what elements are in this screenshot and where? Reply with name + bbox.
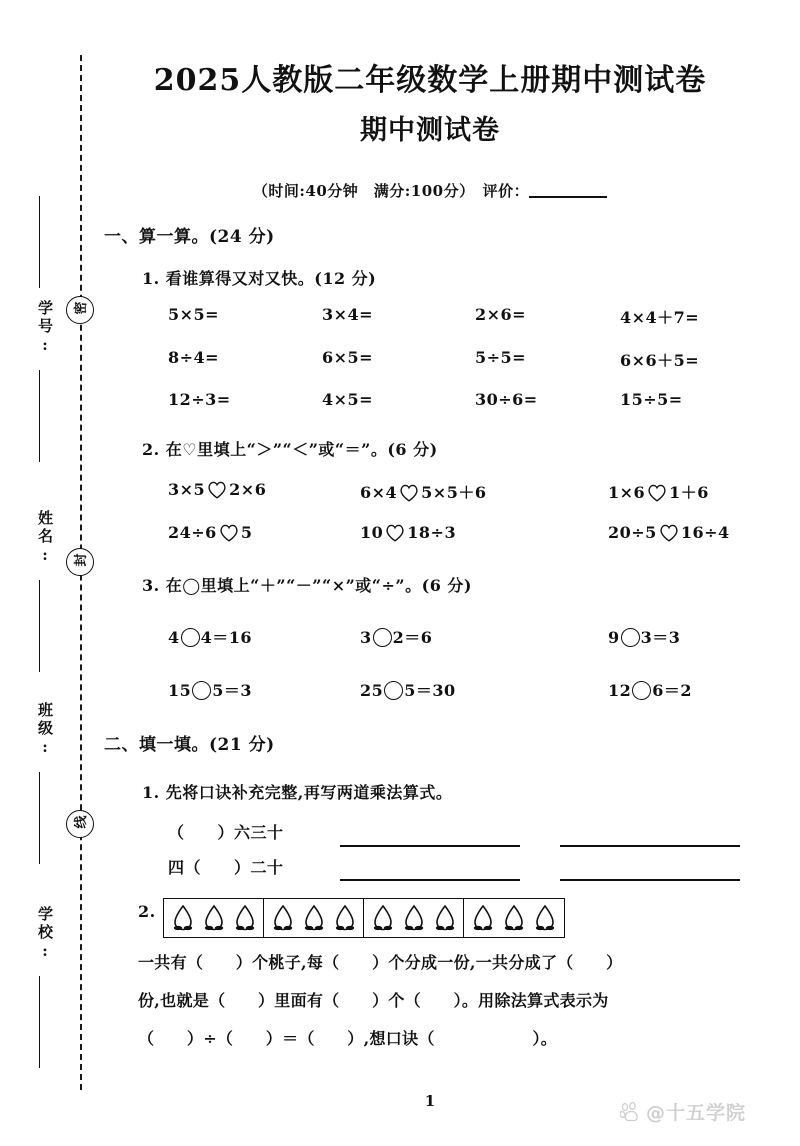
compare-left: 20÷5 <box>608 523 657 542</box>
exam-meta-text: （时间:40分钟 满分:100分） 评价： <box>252 182 530 200</box>
operator-item[interactable] <box>168 625 252 648</box>
compare-left: 24÷6 <box>168 523 217 542</box>
operator-left: 12 <box>608 681 632 700</box>
operator-left: 4 <box>168 628 180 647</box>
compare-left: 6×4 <box>360 483 398 502</box>
section-two-heading: 二、填一填。(21 分) <box>104 735 275 755</box>
heart-icon[interactable] <box>219 523 239 542</box>
field-label-xuexiao: 学校: <box>36 906 54 963</box>
field-rule-xingming-bottom <box>39 580 40 672</box>
peach-icon <box>370 903 396 933</box>
arith-expr[interactable]: 6×6＋5= <box>620 351 700 370</box>
operator-right: 4＝16 <box>200 628 253 647</box>
operator-item[interactable] <box>168 678 252 701</box>
arith-expr[interactable]: 2×6= <box>475 305 527 324</box>
circle-icon[interactable] <box>621 628 640 647</box>
compare-right: 5×5＋6 <box>421 483 487 502</box>
peach-diagram <box>163 898 565 938</box>
circle-icon[interactable] <box>192 681 211 700</box>
compare-right: 18÷3 <box>407 523 457 542</box>
peach-icon <box>332 903 358 933</box>
field-label-xuehao: 学号: <box>36 300 54 357</box>
mnemonic-row <box>100 855 760 881</box>
operator-right: 5＝30 <box>404 681 456 700</box>
field-rule-xuehao-top <box>39 196 40 288</box>
seal-char-mi <box>66 296 94 324</box>
compare-right: 5 <box>240 523 253 542</box>
answer-line[interactable] <box>340 879 520 881</box>
peach-icon <box>270 903 296 933</box>
seal-char-feng <box>66 548 94 576</box>
peach-icon <box>301 903 327 933</box>
arith-row <box>100 390 760 416</box>
field-label-banji: 班级: <box>36 702 54 759</box>
compare-item[interactable] <box>360 523 456 542</box>
mnemonic-row <box>100 820 760 846</box>
compare-row <box>100 523 760 549</box>
circle-icon[interactable] <box>181 628 200 647</box>
compare-item[interactable] <box>168 523 252 542</box>
arith-expr[interactable]: 6×5= <box>322 348 374 367</box>
seal-char-label: 线 <box>73 816 87 831</box>
heart-icon[interactable] <box>207 480 227 499</box>
field-rule-banji-bottom <box>39 772 40 864</box>
arith-expr[interactable]: 30÷6= <box>475 390 538 409</box>
question-1-3-heading: 3. 在◯里填上“＋”“－”“×”或“÷”。(6 分) <box>142 576 472 595</box>
operator-right: 5＝3 <box>212 681 253 700</box>
peach-icon <box>232 903 258 933</box>
heart-icon[interactable] <box>399 483 419 502</box>
compare-row <box>100 480 760 506</box>
peach-group <box>364 899 464 937</box>
question-2-1-heading: 1. 先将口诀补充完整,再写两道乘法算式。 <box>142 783 453 802</box>
exam-meta-line <box>100 180 760 201</box>
peach-icon <box>201 903 227 933</box>
operator-item[interactable] <box>360 625 432 648</box>
answer-line[interactable] <box>340 845 520 847</box>
operator-row <box>100 678 760 704</box>
circle-icon[interactable] <box>632 681 651 700</box>
arith-row <box>100 305 760 331</box>
arith-expr[interactable]: 3×4= <box>322 305 374 324</box>
peach-icon <box>532 903 558 933</box>
mnemonic-formula[interactable]: 四（ ）二十 <box>168 858 284 877</box>
operator-left: 15 <box>168 681 192 700</box>
seal-margin <box>0 0 100 1146</box>
operator-row <box>100 625 760 651</box>
compare-left: 10 <box>360 523 384 542</box>
peach-icon <box>470 903 496 933</box>
operator-right: 3＝3 <box>640 628 681 647</box>
arith-expr[interactable]: 4×4＋7= <box>620 308 700 327</box>
page-subtitle: 期中测试卷 <box>360 115 500 146</box>
arith-expr[interactable]: 4×5= <box>322 390 374 409</box>
compare-right: 1＋6 <box>669 483 709 502</box>
arith-expr[interactable]: 15÷5= <box>620 390 683 409</box>
page-number: 1 <box>424 1092 436 1110</box>
peach-question-line[interactable]: 份,也就是（ ）里面有（ ）个（ ）。用除法算式表示为 <box>138 991 609 1010</box>
arith-expr[interactable]: 5×5= <box>168 305 220 324</box>
watermark <box>620 1098 746 1125</box>
operator-left: 9 <box>608 628 620 647</box>
circle-icon[interactable] <box>384 681 403 700</box>
operator-left: 25 <box>360 681 384 700</box>
mnemonic-formula[interactable]: （ ）六三十 <box>168 823 284 842</box>
peach-question-line[interactable]: 一共有（ ）个桃子,每（ ）个分成一份,一共分成了（ ） <box>138 953 623 972</box>
question-1-1-heading: 1. 看谁算得又对又快。(12 分) <box>142 269 377 288</box>
peach-icon <box>432 903 458 933</box>
operator-right: 6＝2 <box>652 681 693 700</box>
seal-char-label: 密 <box>73 302 87 317</box>
answer-line[interactable] <box>560 845 740 847</box>
compare-left: 1×6 <box>608 483 646 502</box>
heart-icon[interactable] <box>385 523 405 542</box>
section-one-heading: 一、算一算。(24 分) <box>104 227 275 247</box>
operator-right: 2＝6 <box>392 628 433 647</box>
compare-item[interactable] <box>360 480 486 503</box>
peach-question-line[interactable]: （ ）÷（ ）＝（ ）,想口诀（ ）。 <box>138 1029 558 1048</box>
peach-group <box>464 899 564 937</box>
page-title: 2025人教版二年级数学上册期中测试卷 <box>153 63 707 98</box>
compare-item[interactable] <box>168 480 266 499</box>
field-rule-xuehao-bottom <box>39 370 40 462</box>
watermark-text: @十五学院 <box>646 1102 747 1124</box>
field-rule-xuexiao-bottom <box>39 976 40 1068</box>
compare-left: 3×5 <box>168 480 206 499</box>
operator-item[interactable] <box>360 678 456 701</box>
operator-item[interactable] <box>608 678 692 701</box>
arith-expr[interactable]: 8÷4= <box>168 348 220 367</box>
peach-group <box>164 899 264 937</box>
seal-char-label: 封 <box>73 554 87 569</box>
peach-icon <box>401 903 427 933</box>
heart-icon[interactable] <box>659 523 679 542</box>
answer-line[interactable] <box>560 879 740 881</box>
peach-icon <box>170 903 196 933</box>
compare-right: 2×6 <box>229 480 267 499</box>
arith-expr[interactable]: 5÷5= <box>475 348 527 367</box>
evaluation-blank[interactable] <box>529 196 607 198</box>
operator-item[interactable] <box>608 625 680 648</box>
arith-row <box>100 348 760 374</box>
compare-item[interactable] <box>608 523 730 542</box>
question-2-2-number: 2. <box>138 902 156 921</box>
baidu-paw-icon <box>620 1102 642 1122</box>
field-label-xingming: 姓名: <box>36 510 54 567</box>
compare-right: 16÷4 <box>680 523 730 542</box>
peach-group <box>264 899 364 937</box>
circle-icon[interactable] <box>373 628 392 647</box>
operator-left: 3 <box>360 628 372 647</box>
seal-char-xian <box>66 810 94 838</box>
arith-expr[interactable]: 12÷3= <box>168 390 231 409</box>
peach-icon <box>501 903 527 933</box>
exam-sheet <box>100 0 800 1146</box>
heart-icon[interactable] <box>647 483 667 502</box>
question-1-2-heading: 2. 在♡里填上“＞”“＜”或“＝”。(6 分) <box>142 440 438 459</box>
compare-item[interactable] <box>608 480 709 503</box>
